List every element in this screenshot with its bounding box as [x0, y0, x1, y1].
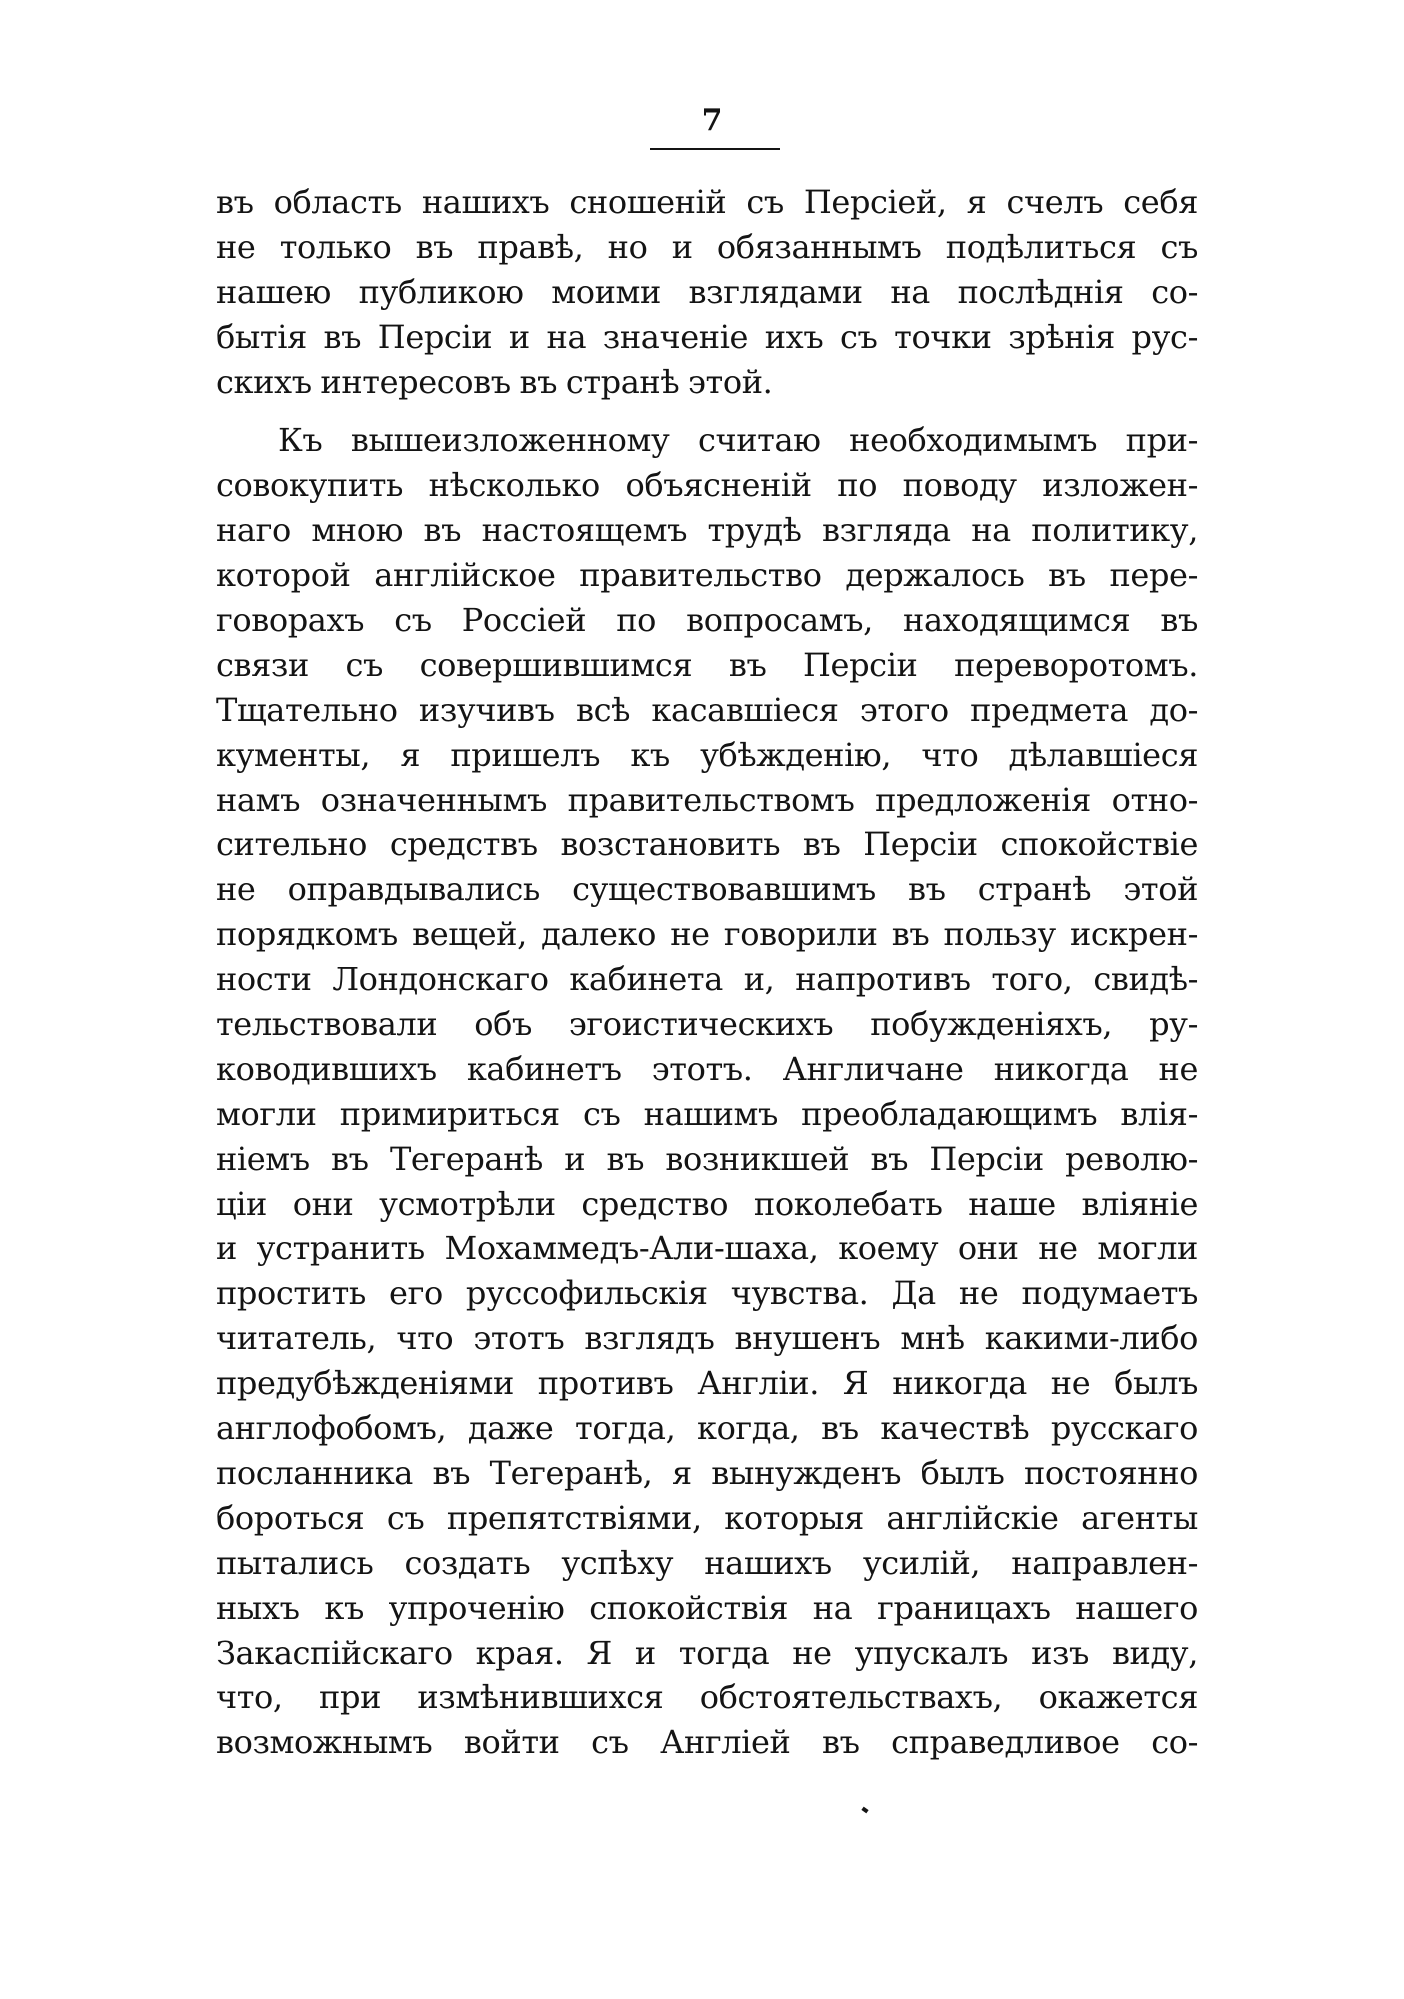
text-line: читатель, что этотъ взглядъ внушенъ мнѣ какими-либо [216, 1319, 1198, 1358]
text-line: связи съ совершившимся въ Персіи переворотомъ. [216, 645, 1198, 684]
header-rule [650, 148, 780, 150]
ink-speck [861, 1807, 868, 1814]
text-line: бытія въ Персіи и на значеніе ихъ съ точки зрѣнія рус- [216, 317, 1198, 356]
text-line: кументы, я пришелъ къ убѣжденію, что дѣлавшіеся [216, 735, 1198, 774]
text-line: скихъ интересовъ въ странѣ этой. [216, 362, 773, 401]
text-line: ности Лондонскаго кабинета и, напротивъ того, свидѣ- [216, 960, 1198, 999]
text-line: и устранить Мохаммедъ-Али-шаха, коему они не могли [216, 1229, 1198, 1268]
page-number: 7 [701, 103, 723, 138]
text-line: намъ означеннымъ правительствомъ предложенія отно- [216, 780, 1198, 819]
text-line: порядкомъ вещей, далеко не говорили въ пользу искрен- [216, 915, 1198, 954]
text-line: тельствовали объ эгоистическихъ побужденіяхъ, ру- [216, 1005, 1198, 1044]
text-line: нашею публикою моими взглядами на послѣднія со- [216, 272, 1198, 311]
text-line: Закаспійскаго края. Я и тогда не упускалъ изъ виду, [216, 1633, 1198, 1672]
paragraph [216, 418, 1198, 1765]
text-line: ціи они усмотрѣли средство поколебать наше вліяніе [216, 1184, 1198, 1223]
text-line: Къ вышеизложенному считаю необходимымъ при- [278, 421, 1198, 460]
text-line: ководившихъ кабинетъ этотъ. Англичане никогда не [216, 1049, 1198, 1088]
text-line: сительно средствъ возстановить въ Персіи спокойствіе [216, 825, 1198, 864]
body-text [216, 180, 1198, 1765]
text-line: не только въ правѣ, но и обязаннымъ подѣлиться съ [216, 227, 1198, 266]
text-line: предубѣжденіями противъ Англіи. Я никогда не былъ [216, 1364, 1198, 1403]
text-line: могли примириться съ нашимъ преобладающимъ влія- [216, 1094, 1198, 1133]
text-line: не оправдывались существовавшимъ въ странѣ этой [216, 870, 1198, 909]
text-line: возможнымъ войти съ Англіей въ справедливое со- [216, 1723, 1198, 1762]
text-line: наго мною въ настоящемъ трудѣ взгляда на политику, [216, 511, 1198, 550]
text-line: что, при измѣнившихся обстоятельствахъ, окажется [216, 1678, 1198, 1717]
text-line: говорахъ съ Россіей по вопросамъ, находящимся въ [216, 601, 1198, 640]
paragraph-gap [216, 404, 1198, 418]
paragraph [216, 180, 1198, 404]
text-line: совокупить нѣсколько объясненій по поводу изложен- [216, 466, 1198, 505]
text-line: которой англійское правительство держалось въ пере- [216, 556, 1198, 595]
text-line: ніемъ въ Тегеранѣ и въ возникшей въ Персіи револю- [216, 1139, 1198, 1178]
text-line: пытались создать успѣху нашихъ усилій, направлен- [216, 1543, 1198, 1582]
text-line: простить его руссофильскія чувства. Да не подумаетъ [216, 1274, 1198, 1313]
text-line: ныхъ къ упроченію спокойствія на границахъ нашего [216, 1588, 1198, 1627]
text-line: въ область нашихъ сношеній съ Персіей, я счелъ себя [216, 183, 1198, 221]
text-line: бороться съ препятствіями, которыя англійскіе агенты [216, 1498, 1198, 1537]
text-line: Тщательно изучивъ всѣ касавшіеся этого предмета до- [216, 690, 1198, 729]
text-line: англофобомъ, даже тогда, когда, въ качествѣ русскаго [216, 1409, 1198, 1448]
text-line: посланника въ Тегеранѣ, я вынужденъ былъ постоянно [216, 1453, 1198, 1492]
